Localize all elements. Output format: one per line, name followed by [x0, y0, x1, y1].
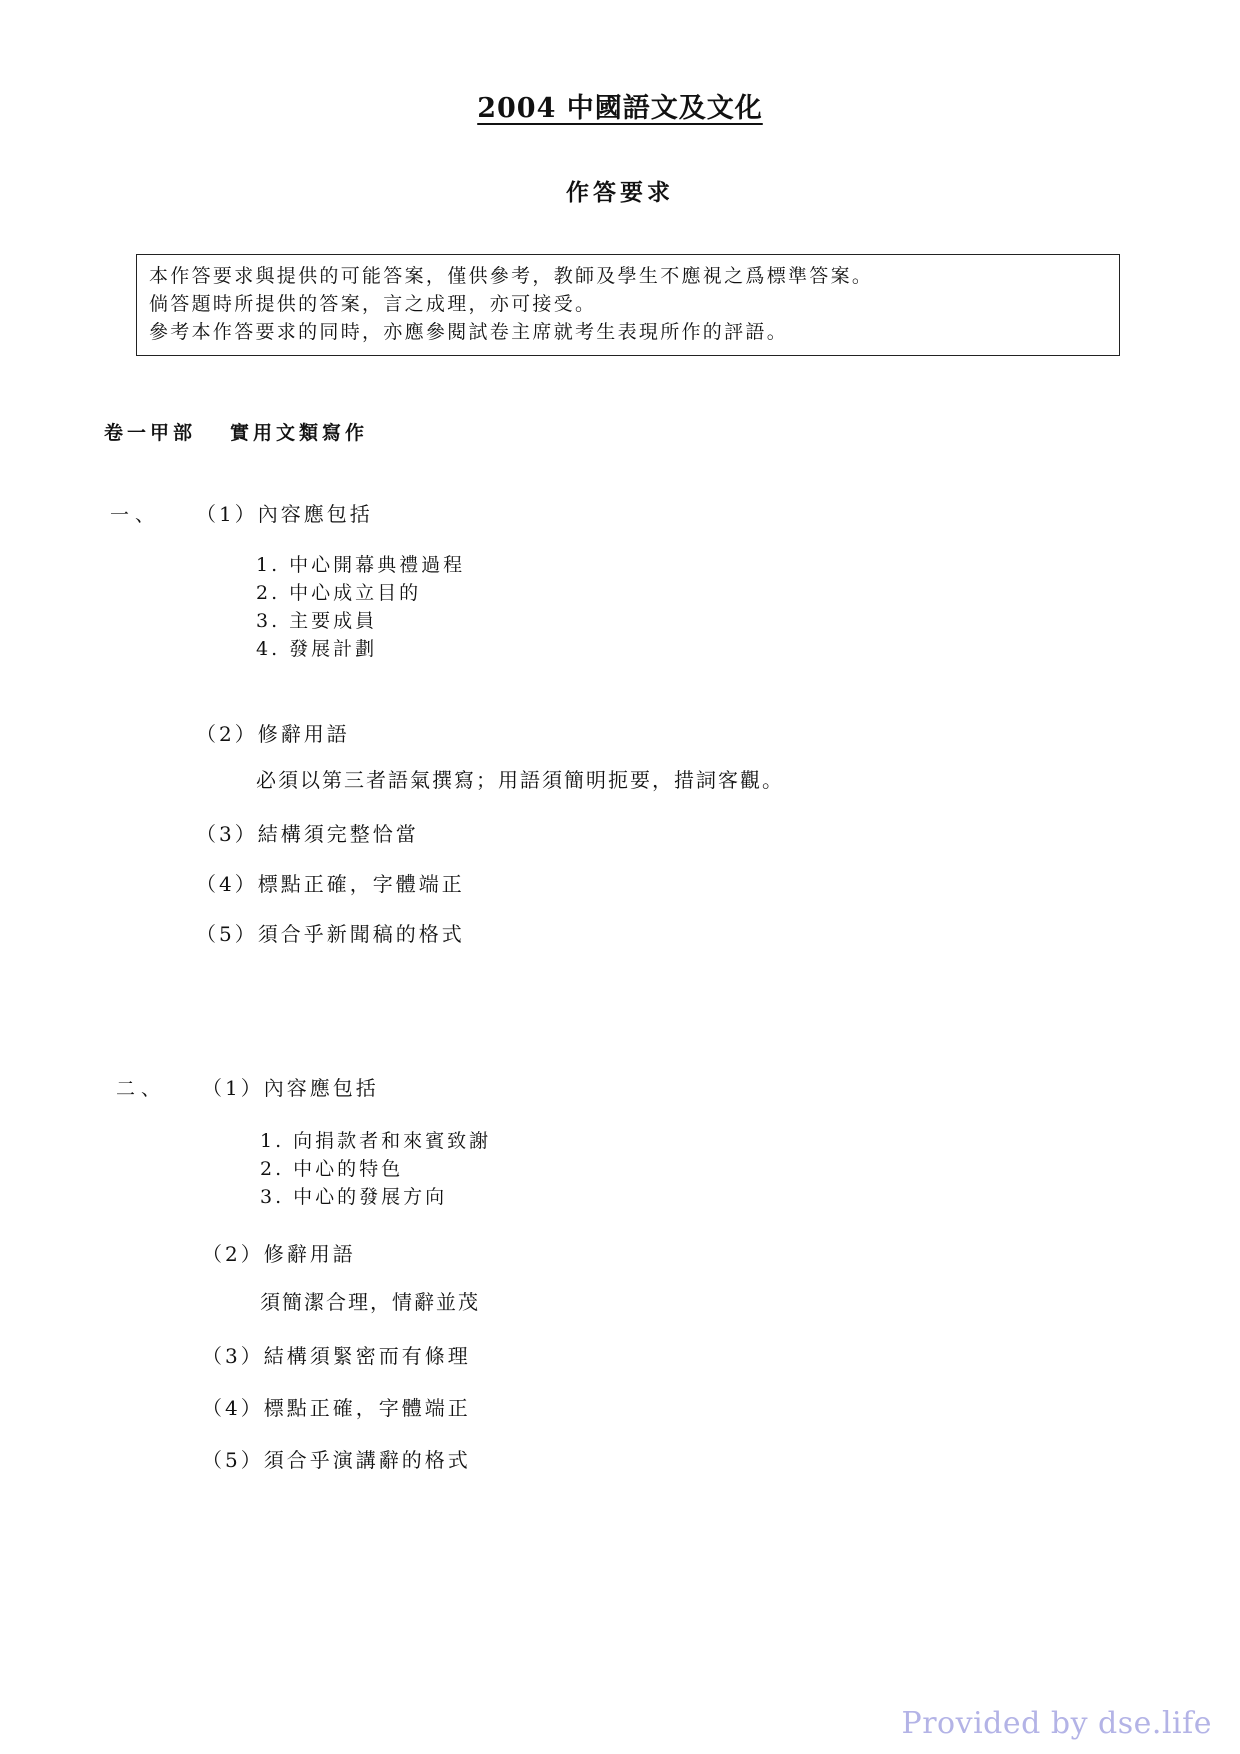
notice-line: 參考本作答要求的同時，亦應參閱試卷主席就考生表現所作的評語。: [149, 321, 789, 343]
notice-line: 倘答題時所提供的答案，言之成理，亦可接受。: [149, 293, 597, 315]
question-2-item-3: （3）結構須緊密而有條理: [202, 1344, 471, 1368]
question-1-item-1: （1）內容應包括: [196, 502, 373, 526]
document-subtitle: 作答要求: [566, 179, 674, 206]
question-1-item-2: （2）修辭用語: [196, 722, 350, 746]
question-2-point-2: 2. 中心的特色: [260, 1158, 404, 1180]
question-1-item-3: （3）結構須完整恰當: [196, 822, 419, 846]
question-2-point-3: 3. 中心的發展方向: [260, 1186, 448, 1208]
question-1-number: 一、: [110, 504, 161, 526]
question-1-rhetoric-desc: 必須以第三者語氣撰寫；用語須簡明扼要，措詞客觀。: [256, 768, 784, 792]
question-1-item-4: （4）標點正確，字體端正: [196, 872, 465, 896]
question-2-item-4: （4）標點正確，字體端正: [202, 1396, 471, 1420]
notice-line: 本作答要求與提供的可能答案，僅供參考，教師及學生不應視之爲標準答案。: [149, 265, 874, 287]
question-1-point-4: 4. 發展計劃: [256, 638, 378, 660]
question-2-rhetoric-desc: 須簡潔合理，情辭並茂: [260, 1290, 480, 1314]
question-1-point-2: 2. 中心成立目的: [256, 582, 422, 604]
section-name: 實用文類寫作: [230, 422, 369, 444]
provider-footer: Provided by dse.life: [901, 1706, 1212, 1741]
document-title: [0, 86, 1240, 125]
question-2-item-2: （2）修辭用語: [202, 1242, 356, 1266]
question-2-point-1: 1. 向捐款者和來賓致謝: [260, 1130, 492, 1152]
section-heading: [104, 418, 368, 445]
question-2-number: 二、: [116, 1078, 167, 1100]
question-2-item-1: （1）內容應包括: [202, 1076, 379, 1100]
question-1-point-3: 3. 主要成員: [256, 610, 378, 632]
section-part: 卷一甲部: [104, 422, 197, 444]
document-title-text: 2004 中國語文及文化: [477, 93, 763, 124]
question-2-item-5: （5）須合乎演講辭的格式: [202, 1448, 471, 1472]
question-1-point-1: 1. 中心開幕典禮過程: [256, 554, 466, 576]
question-1-item-5: （5）須合乎新聞稿的格式: [196, 922, 465, 946]
notice-box: [136, 254, 1120, 356]
